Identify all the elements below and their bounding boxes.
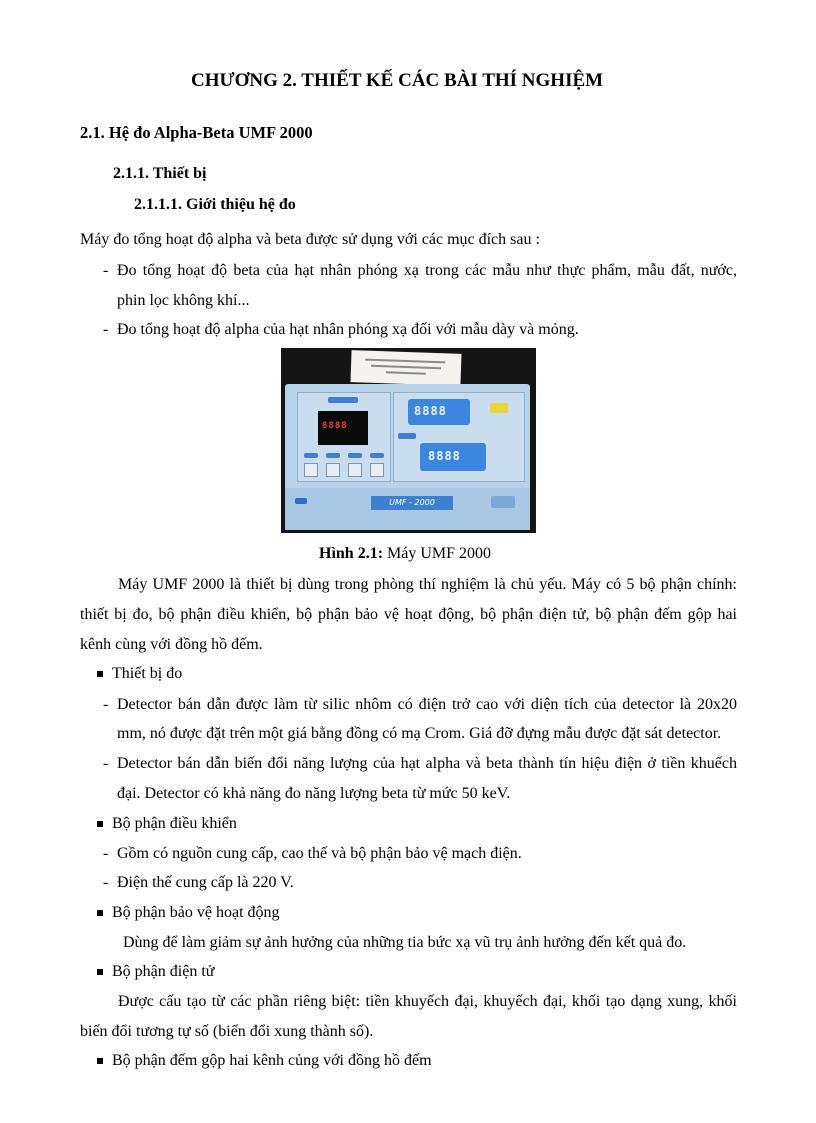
item-line: Detector bán dẫn được làm từ silic nhôm có điện trở cao với diện tích của detector là 20x20 (117, 696, 737, 713)
square-bullet (97, 821, 103, 827)
square-bullet (97, 910, 103, 916)
item-line: biến đổi tương tự số (biến đổi xung thành số). (80, 1023, 374, 1040)
dash-bullet: - (103, 321, 109, 338)
right-panel (393, 392, 525, 482)
item-line: Gồm có nguồn cung cấp, cao thế và bộ phận bảo vệ mạch điện. (117, 845, 522, 862)
power-icon (295, 498, 307, 504)
section-heading-2-1-1-1: 2.1.1.1. Giới thiệu hệ đo (134, 196, 296, 213)
item-line: Detector bán dẫn biến đổi năng lượng của hạt alpha và beta thành tín hiệu điện ở tiền khuếch (117, 755, 737, 772)
figure-caption: Hình 2.1: Máy UMF 2000 (319, 545, 492, 562)
purpose-line: Đo tổng hoạt độ beta của hạt nhân phóng xạ trong các mẫu như thực phẩm, mẫu đất, nước, (117, 262, 737, 279)
description-line: thiết bị đo, bộ phận điều khiển, bộ phận bảo vệ hoạt động, bộ phận điện tử, bộ phận đếm gộp hai (80, 606, 737, 623)
left-panel (297, 392, 391, 482)
beta-key (348, 463, 362, 477)
intro-paragraph: Máy đo tổng hoạt độ alpha và beta được sử dụng với các mục đích sau : (80, 231, 540, 248)
item-title: Bộ phận điện tử (112, 963, 215, 980)
item-line: Được cấu tạo từ các phần riêng biệt: tiền khuyếch đại, khuyếch đại, khối tạo dạng xung, khối (118, 993, 737, 1010)
description-line: Máy UMF 2000 là thiết bị dùng trong phòng thí nghiệm là chủ yếu. Máy có 5 bộ phận chính: (118, 576, 737, 593)
dash-bullet: - (103, 755, 109, 772)
description-line: kênh cùng với đồng hồ đếm. (80, 636, 263, 653)
stop-key (304, 463, 318, 477)
square-bullet (97, 671, 103, 677)
section-heading-2-1-1: 2.1.1. Thiết bị (113, 165, 207, 182)
item-line: Điện thế cung cấp là 220 V. (117, 874, 294, 891)
logo-icon (491, 496, 515, 508)
dash-bullet: - (103, 262, 109, 279)
dash-bullet: - (103, 696, 109, 713)
section-heading-2-1: 2.1. Hệ đo Alpha-Beta UMF 2000 (80, 123, 313, 142)
item-title: Bộ phận bảo vệ hoạt động (112, 904, 280, 921)
item-line: mm, nó được đặt trên một giá bằng đồng có mạ Crom. Giá đỡ đựng mẫu được đặt sát detector. (117, 725, 722, 742)
square-bullet (97, 1058, 103, 1064)
item-line: Dùng để làm giảm sự ảnh hưởng của những tia bức xạ vũ trụ ảnh hưởng đến kết quả đo. (123, 934, 687, 951)
item-title: Bộ phận đếm gộp hai kênh củng với đồng hồ đếm (112, 1052, 432, 1069)
square-bullet (97, 969, 103, 975)
item-title: Thiết bị đo (112, 665, 183, 682)
manual-paper (350, 350, 461, 386)
item-title: Bộ phận điều khiển (112, 815, 237, 832)
dash-bullet: - (103, 845, 109, 862)
device-label: UMF - 2000 (371, 496, 453, 510)
chapter-title: CHƯƠNG 2. THIẾT KẾ CÁC BÀI THÍ NGHIỆM (191, 70, 604, 91)
purpose-line: phin lọc không khí... (117, 292, 250, 309)
start-key (370, 463, 384, 477)
rate-display: 8888 (408, 399, 470, 425)
device-body (285, 384, 530, 530)
item-line: đại. Detector có khả năng đo năng lượng beta từ mức 50 keV. (117, 785, 511, 802)
alpha-key (326, 463, 340, 477)
time-display: 8888 (420, 443, 486, 471)
purpose-line: Đo tổng hoạt độ alpha của hạt nhân phóng xạ đối với mẫu dày và mỏng. (117, 321, 579, 338)
figure-umf2000-photo (281, 348, 536, 533)
dash-bullet: - (103, 874, 109, 891)
counter-display: 8888 (318, 411, 368, 445)
